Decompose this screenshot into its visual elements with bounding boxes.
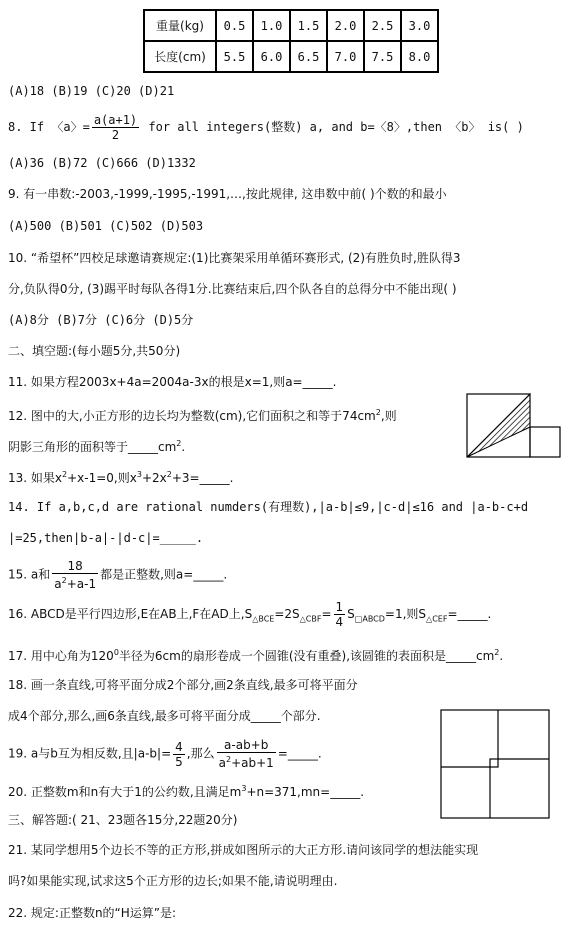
question-9: 9. 有一串数:-2003,-1999,-1995,-1991,…,按此规律, 这串数中前( )个数的和最小	[8, 187, 447, 201]
question-18-line2: 成4个部分,那么,画6条直线,最多可将平面分成_____个部分.	[8, 709, 321, 723]
q7-options: (A)18 (B)19 (C)20 (D)21	[8, 84, 175, 98]
table-cell: 6.0	[253, 41, 290, 72]
fraction: $\frac{18}{a^2+a-1}$	[54, 559, 97, 591]
question-20: 20. 正整数m和n有大于1的公约数,且满足$m^3+n=371,mn=\_\_\_\_\_$.	[8, 784, 365, 799]
section-2-heading: 二、填空题:(每小题5分,共50分)	[8, 344, 181, 358]
squares-figure-q12	[464, 392, 564, 460]
table-cell: 长度(cm)	[144, 41, 216, 72]
question-12-line1: 12. 图中的大,小正方形的边长均为整数(cm),它们面积之和等于$74cm^2$,则	[8, 408, 397, 423]
table-cell: 2.5	[364, 10, 401, 41]
table-cell: 重量(kg)	[144, 10, 216, 41]
question-10-line2: 分,负队得0分, (3)踢平时每队各得1分.比赛结束后,四个队各自的总得分中不能出现( )	[8, 282, 457, 296]
table-cell: 1.5	[290, 10, 327, 41]
table-cell: 2.0	[327, 10, 364, 41]
table-cell: 0.5	[216, 10, 253, 41]
q9-options: (A)500 (B)501 (C)502 (D)503	[8, 219, 204, 233]
fraction: $\frac{4}{5}$	[175, 739, 183, 769]
table-cell: 6.5	[290, 41, 327, 72]
five-squares-figure-q21	[438, 707, 554, 823]
question-17: 17. 用中心角为$120^0$半径为6cm的扇形卷成一个圆锥(没有重叠),该圆锥的表面积是$\_\_\_\_\_cm^2$.	[8, 648, 504, 663]
question-19: 19. a与b互为相反数,且|a-b|= $\frac{4}{5}$ ,那么 $\frac{a-ab+b}{a^2+ab+1}$ =_____.	[8, 738, 322, 770]
table-row	[144, 41, 438, 72]
weight-length-table	[143, 9, 439, 73]
question-13: 13. 如果$x^2+x-1=0$,则$x^3+2x^2+3=\_\_\_\_\_$.	[8, 470, 234, 485]
question-21-line1: 21. 某同学想用5个边长不等的正方形,拼成如图所示的大正方形.请问该同学的想法能实现	[8, 843, 479, 857]
question-18-line1: 18. 画一条直线,可将平面分成2个部分,画2条直线,最多可将平面分	[8, 678, 358, 692]
fraction: $\frac{a(a+1)}{2}$	[93, 113, 138, 142]
question-15: 15. a和 $\frac{18}{a^2+a-1}$ 都是正整数,则a=_____.	[8, 559, 228, 591]
question-14-line2: |=25,then|b-a|-|d-c|=_____.	[8, 531, 204, 545]
question-14-line1: 14. If a,b,c,d are rational numders(有理数),|a-b|≤9,|c-d|≤16 and |a-b-c+d	[8, 500, 529, 514]
table-cell: 7.0	[327, 41, 364, 72]
question-22: 22. 规定:正整数n的“H运算”是:	[8, 906, 177, 920]
fraction: $\frac{1}{4}$	[335, 600, 344, 629]
question-21-line2: 吗?如果能实现,试求这5个正方形的边长;如果不能,请说明理由.	[8, 874, 338, 888]
table-cell: 7.5	[364, 41, 401, 72]
q8-options: (A)36 (B)72 (C)666 (D)1332	[8, 156, 196, 170]
question-8: 8. If 〈a〉= $\frac{a(a+1)}{2}$ for all integers(整数) a, and b=〈8〉,then 〈b〉 is( )	[8, 113, 524, 142]
question-10-line1: 10. “希望杯”四校足球邀请赛规定:(1)比赛架采用单循环赛形式, (2)有胜负时,胜队得3	[8, 251, 461, 265]
table-cell: 5.5	[216, 41, 253, 72]
table-cell: 1.0	[253, 10, 290, 41]
fraction: $\frac{a-ab+b}{a^2+ab+1}$	[218, 738, 274, 770]
question-16: 16. ABCD是平行四边形,E在AB上,F在AD上$,S_{\triangle BCE}=2S_{\triangle CBF}=$ $\frac{1}{4}$ $S_{□ABCD}=1$,则$S_{\triangle CEF}=\_\_\_\_\_$.	[8, 600, 492, 629]
table-row	[144, 10, 438, 41]
section-3-heading: 三、解答题:( 21、23题各15分,22题20分)	[8, 813, 238, 827]
table-cell: 3.0	[401, 10, 438, 41]
q10-options: (A)8分 (B)7分 (C)6分 (D)5分	[8, 313, 194, 327]
question-11: 11. 如果方程2003x+4a=2004a-3x的根是x=1,则a=_____.	[8, 375, 337, 389]
question-12-line2: 阴影三角形的面积等于$\_\_\_\_\_cm^2$.	[8, 439, 186, 454]
table-cell: 8.0	[401, 41, 438, 72]
